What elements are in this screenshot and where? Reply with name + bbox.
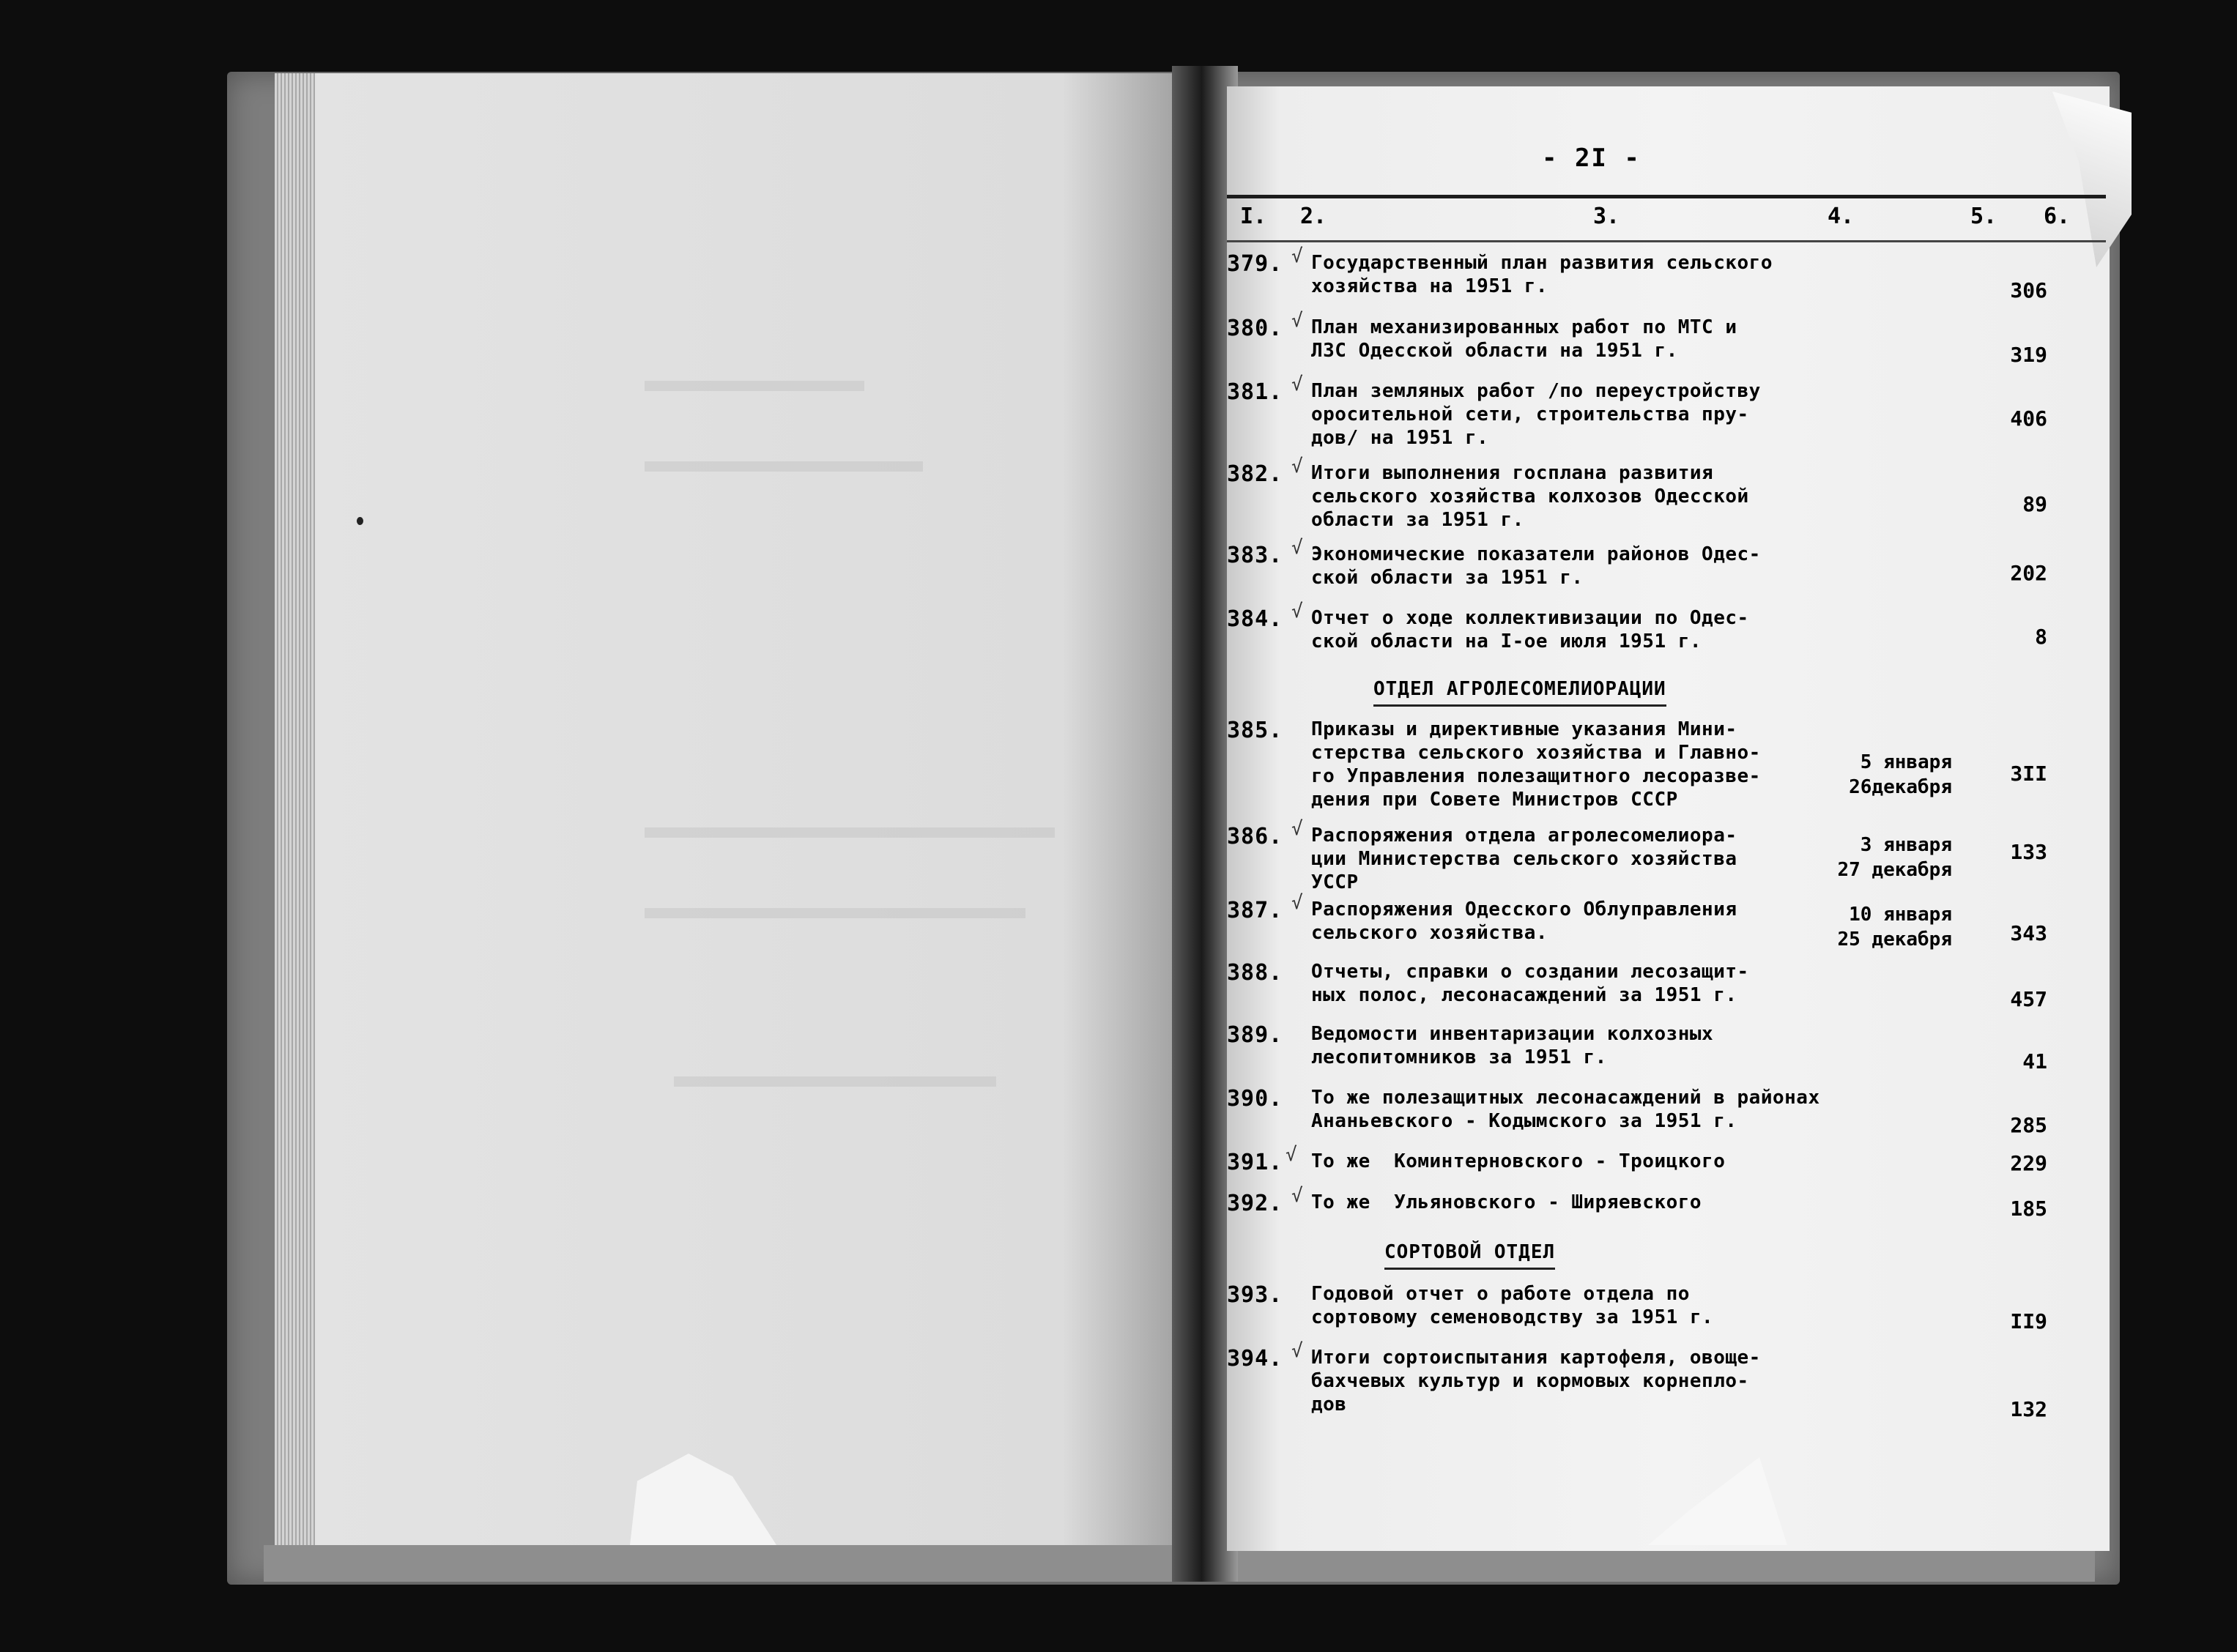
entry-pages: 132 [2010,1397,2047,1421]
entry-number: 391. [1227,1150,1283,1175]
section-heading: СОРТОВОЙ ОТДЕЛ [1384,1241,1555,1270]
entry-title: План земляных работ /по переустройству оросительной сети, строительства пру- дов/ на 1951 г. [1311,380,1761,449]
entry-pages: 319 [2010,343,2047,367]
entry-pages: 202 [2010,561,2047,585]
entry-title: Распоряжения отдела агролесомелиора- ции Министерства сельского хозяйства УССР [1311,825,1737,893]
entry-pages: 306 [2010,278,2047,302]
page-stack-edge [275,73,319,1545]
entry-number: 382. [1227,461,1283,487]
entry-title: То же Ульяновского - Ширяевского [1311,1191,1702,1213]
inventory-page [1227,86,2110,1551]
entry-number: 389. [1227,1022,1283,1048]
entry-number: 384. [1227,606,1283,632]
entry-pages: 8 [2035,625,2047,649]
entry-number: 390. [1227,1086,1283,1112]
bleed-through-text [645,461,923,472]
entry-number: 393. [1227,1282,1283,1308]
entry-title: Экономические показатели районов Одес- ской области за 1951 г. [1311,543,1761,589]
entry-title: Итоги выполнения госплана развития сельского хозяйства колхозов Одесской области за 1951 г. [1311,462,1749,531]
bleed-through-text [674,1076,996,1087]
entry-number: 380. [1227,316,1283,341]
entry-title: То же полезащитных лесонасаждений в районах Ананьевского - Кодымского за 1951 г. [1311,1087,1820,1132]
entry-pages: 406 [2010,406,2047,431]
check-mark: √ [1291,600,1303,622]
entry-dates: 3 января 27 декабря [1837,834,1952,881]
entry-number: 394. [1227,1346,1283,1372]
page-number: - 2I - [1542,144,1641,173]
entry-dates: 5 января 26декабря [1849,751,1952,798]
entry-title: Распоряжения Одесского Облуправления сельского хозяйства. [1311,898,1737,944]
table-header-rule-bottom [1227,240,2106,242]
check-mark: √ [1291,310,1303,332]
entry-title: План механизированных работ по МТС и ЛЗС Одесской области на 1951 г. [1311,316,1737,362]
entry-pages: 457 [2010,987,2047,1011]
bleed-through-text [645,827,1055,838]
entry-number: 381. [1227,379,1283,405]
check-mark: √ [1291,373,1303,395]
column-header-5: 5. [1970,204,1997,229]
left-page-blank [315,73,1194,1545]
entry-title: Годовой отчет о работе отдела по сортовому семеноводству за 1951 г. [1311,1283,1714,1328]
entry-number: 388. [1227,960,1283,986]
entry-number: 392. [1227,1191,1283,1216]
ink-dot [357,517,363,525]
check-mark: √ [1291,455,1303,477]
entry-pages: 285 [2010,1113,2047,1137]
check-mark: √ [1291,1185,1303,1207]
entry-number: 383. [1227,543,1283,568]
entry-number: 379. [1227,251,1283,277]
entry-pages: II9 [2010,1309,2047,1333]
entry-title: Отчеты, справки о создании лесозащит- ных полос, лесонасаждений за 1951 г. [1311,961,1749,1006]
entry-pages: 41 [2022,1049,2047,1074]
check-mark: √ [1286,1144,1297,1166]
check-mark: √ [1291,892,1303,914]
entry-number: 387. [1227,898,1283,923]
check-mark: √ [1291,245,1303,267]
entry-title: Государственный план развития сельского хозяйства на 1951 г. [1311,252,1773,297]
entry-title: Приказы и директивные указания Мини- стерства сельского хозяйства и Главно- го Управления полезащитного лесоразве- дения при Совете Министров СССР [1311,718,1761,811]
bleed-through-text [645,908,1025,918]
column-header-2: 2. [1300,204,1327,229]
entry-dates: 10 января 25 декабря [1837,904,1952,950]
table-header-rule-top [1227,195,2106,198]
entry-title: Итоги сортоиспытания картофеля, овоще- бахчевых культур и кормовых корнепло- дов [1311,1347,1761,1415]
entry-pages: 3II [2010,762,2047,786]
column-header-6: 6. [2044,204,2071,229]
entry-pages: 343 [2010,921,2047,945]
entry-pages: 185 [2010,1197,2047,1221]
bleed-through-text [645,381,864,391]
check-mark: √ [1291,818,1303,840]
entry-pages: 133 [2010,840,2047,864]
column-header-1: I. [1240,204,1267,229]
entry-title: Отчет о ходе коллективизации по Одес- ской области на I-ое июля 1951 г. [1311,607,1749,652]
column-header-4: 4. [1828,204,1855,229]
entry-number: 386. [1227,824,1283,849]
entry-pages: 229 [2010,1151,2047,1175]
section-heading: ОТДЕЛ АГРОЛЕСОМЕЛИОРАЦИИ [1373,678,1666,707]
entry-title: Ведомости инвентаризации колхозных лесопитомников за 1951 г. [1311,1023,1714,1068]
entry-title: То же Коминтерновского - Троицкого [1311,1150,1726,1172]
check-mark: √ [1291,1340,1303,1362]
check-mark: √ [1291,537,1303,559]
entry-pages: 89 [2022,492,2047,516]
column-header-3: 3. [1593,204,1620,229]
entry-number: 385. [1227,718,1283,743]
